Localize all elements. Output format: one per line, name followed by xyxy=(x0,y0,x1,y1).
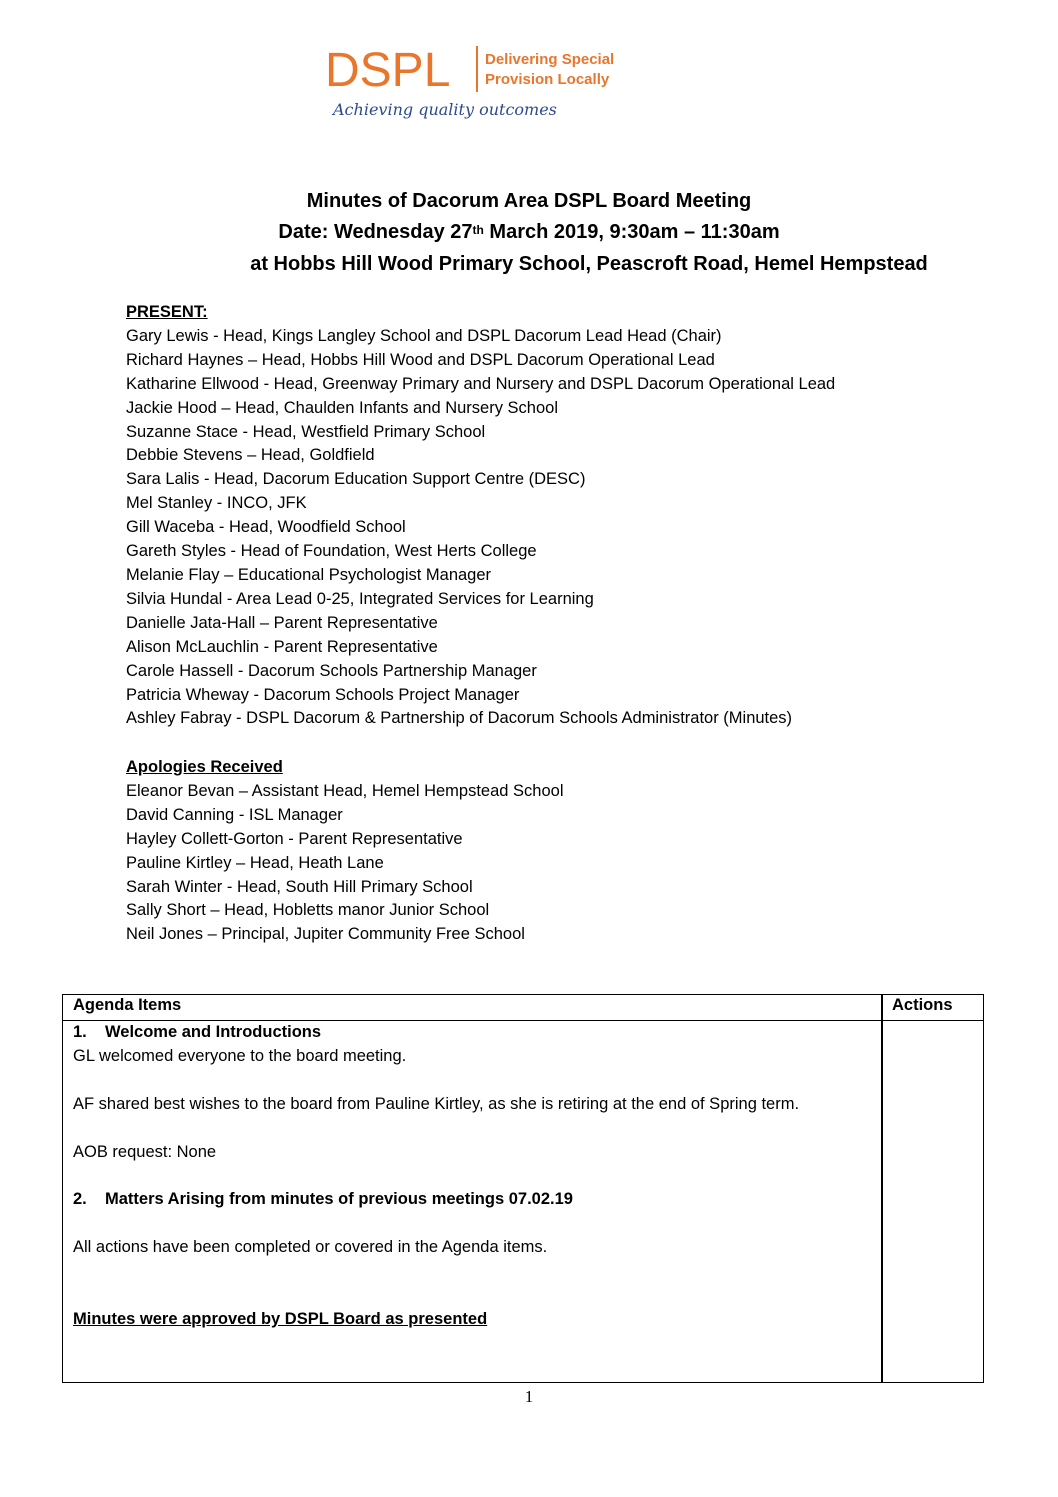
apology-attendee: David Canning - ISL Manager xyxy=(126,805,343,824)
logo-tagline xyxy=(485,50,614,90)
apology-attendee: Sarah Winter - Head, South Hill Primary School xyxy=(126,877,473,896)
apology-attendee: Sally Short – Head, Hobletts manor Junior School xyxy=(126,901,490,920)
dspl-logo xyxy=(325,40,655,130)
agenda-items-header: Agenda Items xyxy=(73,996,182,1014)
present-attendee: Alison McLauchlin - Parent Representative xyxy=(126,637,438,656)
present-attendee: Silvia Hundal - Area Lead 0-25, Integrated Services for Learning xyxy=(126,589,594,608)
approval-note-text: Minutes were approved by DSPL Board as presented xyxy=(73,1309,488,1328)
item2-heading xyxy=(73,1188,873,1212)
agenda-table xyxy=(62,994,984,1383)
present-attendee: Jackie Hood – Head, Chaulden Infants and Nursery School xyxy=(126,398,559,417)
logo-tagline-line1: Delivering Special xyxy=(485,51,615,68)
meeting-venue: at Hobbs Hill Wood Primary School, Peascroft Road, Hemel Hempstead xyxy=(250,253,928,275)
apology-attendee: Hayley Collett-Gorton - Parent Representative xyxy=(126,829,463,848)
item1-heading xyxy=(73,1021,873,1045)
present-heading: PRESENT: xyxy=(126,303,208,321)
apology-attendee: Eleanor Bevan – Assistant Head, Hemel Hempstead School xyxy=(126,781,564,800)
logo-divider xyxy=(476,46,478,92)
meeting-date-main: Date: Wednesday 27 xyxy=(278,221,473,243)
present-attendee: Katharine Ellwood - Head, Greenway Primary and Nursery and DSPL Dacorum Operational Lead xyxy=(126,374,836,393)
present-attendee: Carole Hassell - Dacorum Schools Partnership Manager xyxy=(126,661,537,680)
item1-paragraph: AF shared best wishes to the board from Pauline Kirtley, as she is retiring at the end of Spring term. xyxy=(73,1094,800,1113)
present-items xyxy=(126,325,835,731)
apologies-list xyxy=(126,756,564,947)
present-attendee: Melanie Flay – Educational Psychologist Manager xyxy=(126,565,492,584)
present-list xyxy=(126,301,835,731)
item1-title: Welcome and Introductions xyxy=(105,1023,322,1041)
logo-slogan: Achieving quality outcomes xyxy=(333,100,557,119)
apologies-heading: Apologies Received xyxy=(126,758,283,776)
approval-note xyxy=(73,1308,873,1332)
present-attendee: Gill Waceba - Head, Woodfield School xyxy=(126,518,406,537)
apology-items xyxy=(126,780,564,947)
apology-attendee: Pauline Kirtley – Head, Heath Lane xyxy=(126,853,384,872)
logo-wordmark: DSPL xyxy=(325,44,451,97)
item1-paragraph: AOB request: None xyxy=(73,1142,217,1161)
logo-tagline-line2: Provision Locally xyxy=(485,71,610,88)
present-attendee: Suzanne Stace - Head, Westfield Primary School xyxy=(126,422,486,441)
item1-number: 1. xyxy=(73,1023,87,1041)
agenda-header-row xyxy=(63,995,983,1021)
meeting-date xyxy=(0,219,1058,245)
item2-paragraph: All actions have been completed or covered in the Agenda items. xyxy=(73,1238,548,1257)
item2-number: 2. xyxy=(73,1190,87,1209)
document-title: Minutes of Dacorum Area DSPL Board Meeting xyxy=(306,190,752,212)
present-attendee: Debbie Stevens – Head, Goldfield xyxy=(126,446,375,465)
present-attendee: Gary Lewis - Head, Kings Langley School and DSPL Dacorum Lead Head (Chair) xyxy=(126,326,722,345)
actions-header: Actions xyxy=(892,996,953,1014)
present-attendee: Richard Haynes – Head, Hobbs Hill Wood and DSPL Dacorum Operational Lead xyxy=(126,350,715,369)
column-divider xyxy=(881,995,883,1382)
present-attendee: Sara Lalis - Head, Dacorum Education Support Centre (DESC) xyxy=(126,470,586,489)
item2-title: Matters Arising from minutes of previous meetings 07.02.19 xyxy=(105,1190,573,1209)
date-suffix: th xyxy=(472,223,484,237)
present-attendee: Gareth Styles - Head of Foundation, West Herts College xyxy=(126,542,537,561)
present-attendee: Patricia Wheway - Dacorum Schools Project Manager xyxy=(126,685,520,704)
page-number: 1 xyxy=(524,1387,534,1406)
present-attendee: Mel Stanley - INCO, JFK xyxy=(126,494,307,513)
present-attendee: Danielle Jata-Hall – Parent Representative xyxy=(126,613,438,632)
meeting-date-rest: March 2019, 9:30am – 11:30am xyxy=(483,221,780,243)
item1-paragraph: GL welcomed everyone to the board meeting. xyxy=(73,1046,407,1065)
agenda-body xyxy=(73,1021,873,1332)
present-attendee: Ashley Fabray - DSPL Dacorum & Partnership of Dacorum Schools Administrator (Minutes) xyxy=(126,709,793,728)
apology-attendee: Neil Jones – Principal, Jupiter Community Free School xyxy=(126,925,525,944)
